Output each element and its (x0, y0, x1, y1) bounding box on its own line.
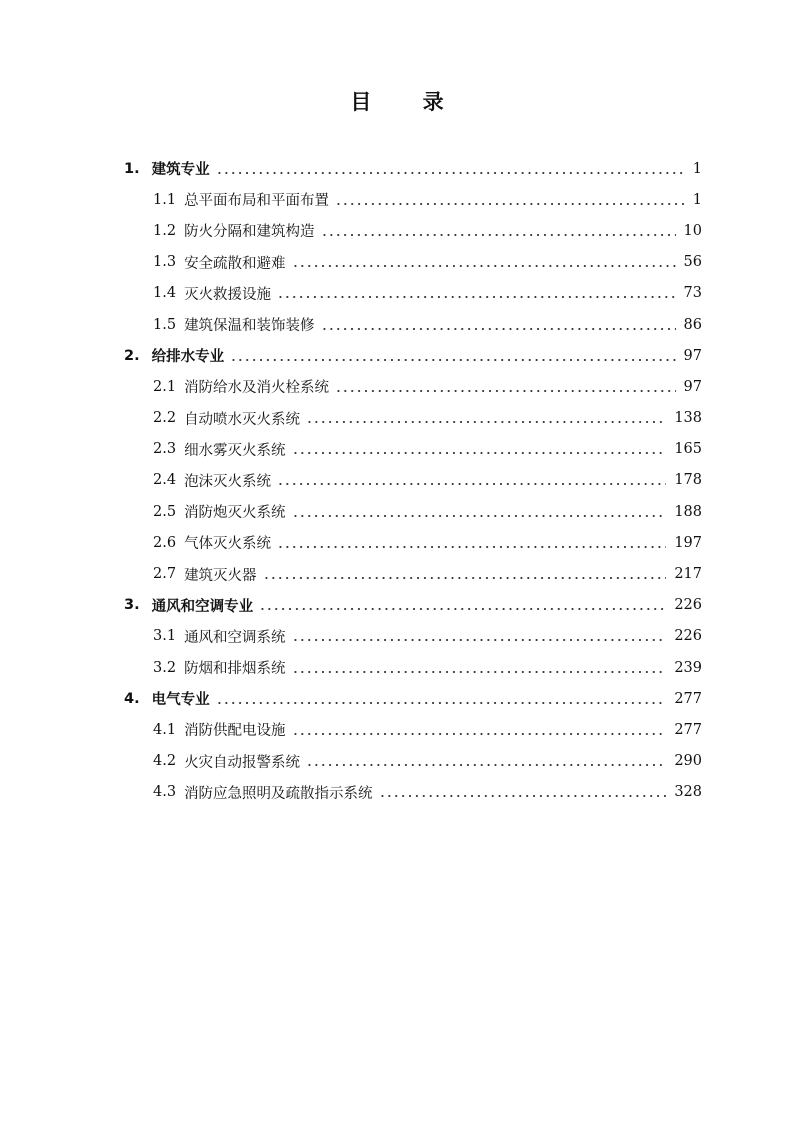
toc-page-number: 328 (674, 784, 702, 801)
toc-section-entry[interactable] (0, 340, 794, 371)
toc-page-number: 197 (674, 534, 702, 551)
dot-leader (292, 442, 667, 456)
dot-leader (292, 723, 667, 737)
toc-subsection-entry[interactable] (0, 278, 794, 309)
toc-page-number: 277 (674, 690, 702, 707)
dot-leader (335, 380, 675, 394)
toc-subsection-entry[interactable] (0, 777, 794, 808)
toc-entry-label: 通风和空调系统 (184, 629, 286, 646)
toc-subsection-entry[interactable] (0, 215, 794, 246)
toc-section-entry[interactable] (0, 683, 794, 714)
table-of-contents (0, 153, 794, 808)
toc-entry-label: 火灾自动报警系统 (184, 754, 301, 771)
toc-entry-label: 给排水专业 (151, 349, 225, 366)
toc-section-entry[interactable] (0, 153, 794, 184)
toc-subsection-entry[interactable] (0, 714, 794, 745)
toc-entry-label: 安全疏散和避难 (184, 255, 286, 272)
toc-subsection-entry[interactable] (0, 652, 794, 683)
toc-entry-label: 建筑灭火器 (184, 567, 257, 584)
toc-entry-label: 灭火救援设施 (184, 286, 272, 303)
toc-entry-number: 4. (124, 690, 140, 707)
toc-page-number: 56 (683, 254, 702, 271)
dot-leader (306, 754, 666, 768)
toc-entry-number: 2.1 (153, 378, 177, 395)
toc-page-number: 97 (683, 347, 702, 364)
toc-entry-label: 消防炮灭火系统 (184, 505, 286, 522)
toc-entry-label: 消防供配电设施 (184, 723, 286, 740)
toc-entry-label: 建筑保温和装饰装修 (184, 318, 315, 335)
toc-entry-number: 3.1 (153, 628, 177, 645)
dot-leader (277, 473, 666, 487)
toc-entry-number: 3.2 (153, 659, 177, 676)
toc-entry-label: 总平面布局和平面布置 (184, 193, 330, 210)
dot-leader (379, 785, 667, 799)
dot-leader (321, 224, 676, 238)
dot-leader (230, 349, 675, 363)
toc-page-number: 217 (674, 566, 702, 583)
toc-page-number: 1 (692, 160, 702, 177)
toc-subsection-entry[interactable] (0, 621, 794, 652)
toc-entry-label: 防烟和排烟系统 (184, 661, 286, 678)
toc-page-number: 178 (674, 472, 702, 489)
toc-entry-label: 建筑专业 (151, 162, 210, 179)
toc-page-number: 277 (674, 721, 702, 738)
toc-entry-number: 1.3 (153, 254, 177, 271)
toc-entry-number: 2.2 (153, 410, 177, 427)
dot-leader (216, 162, 685, 176)
toc-page-number: 1 (692, 191, 702, 208)
toc-entry-number: 1.2 (153, 222, 177, 239)
toc-subsection-entry[interactable] (0, 247, 794, 278)
toc-entry-number: 4.2 (153, 753, 177, 770)
toc-page-number: 86 (683, 316, 702, 333)
toc-entry-label: 消防给水及消火栓系统 (184, 380, 330, 397)
toc-page-number: 226 (674, 597, 702, 614)
dot-leader (259, 598, 666, 612)
toc-entry-number: 4.1 (153, 721, 177, 738)
toc-page-number: 10 (683, 222, 702, 239)
toc-subsection-entry[interactable] (0, 527, 794, 558)
toc-entry-number: 2.7 (153, 566, 177, 583)
toc-entry-number: 1.4 (153, 285, 177, 302)
toc-entry-label: 气体灭火系统 (184, 536, 272, 553)
dot-leader (306, 411, 666, 425)
toc-subsection-entry[interactable] (0, 558, 794, 589)
toc-subsection-entry[interactable] (0, 465, 794, 496)
toc-subsection-entry[interactable] (0, 746, 794, 777)
toc-entry-number: 1.1 (153, 191, 177, 208)
dot-leader (292, 661, 667, 675)
toc-subsection-entry[interactable] (0, 371, 794, 402)
toc-entry-number: 2.4 (153, 472, 177, 489)
toc-entry-number: 3. (124, 597, 140, 614)
toc-entry-label: 电气专业 (151, 692, 210, 709)
toc-entry-label: 通风和空调专业 (151, 598, 254, 615)
toc-page-number: 73 (683, 285, 702, 302)
toc-entry-number: 2. (124, 347, 140, 364)
toc-page-number: 226 (674, 628, 702, 645)
toc-entry-label: 细水雾灭火系统 (184, 442, 286, 459)
toc-entry-label: 自动喷水灭火系统 (184, 411, 301, 428)
toc-entry-label: 消防应急照明及疏散指示系统 (184, 785, 373, 802)
dot-leader (335, 193, 685, 207)
toc-subsection-entry[interactable] (0, 496, 794, 527)
toc-entry-number: 4.3 (153, 784, 177, 801)
toc-entry-label: 防火分隔和建筑构造 (184, 224, 315, 241)
toc-page-number: 290 (674, 753, 702, 770)
toc-entry-number: 2.5 (153, 503, 177, 520)
page-title: 目 录 (350, 90, 466, 114)
toc-page-number: 188 (674, 503, 702, 520)
toc-entry-label: 泡沫灭火系统 (184, 473, 272, 490)
dot-leader (277, 286, 675, 300)
toc-entry-number: 1. (124, 160, 140, 177)
dot-leader (292, 255, 676, 269)
dot-leader (263, 567, 667, 581)
toc-subsection-entry[interactable] (0, 309, 794, 340)
toc-subsection-entry[interactable] (0, 403, 794, 434)
toc-page-number: 165 (674, 441, 702, 458)
toc-page-number: 138 (674, 410, 702, 427)
dot-leader (277, 536, 666, 550)
toc-subsection-entry[interactable] (0, 434, 794, 465)
toc-entry-number: 1.5 (153, 316, 177, 333)
toc-page-number: 97 (683, 378, 702, 395)
toc-section-entry[interactable] (0, 590, 794, 621)
dot-leader (292, 505, 667, 519)
toc-entry-number: 2.3 (153, 441, 177, 458)
dot-leader (321, 318, 676, 332)
dot-leader (216, 692, 667, 706)
toc-subsection-entry[interactable] (0, 184, 794, 215)
toc-entry-number: 2.6 (153, 534, 177, 551)
dot-leader (292, 629, 667, 643)
toc-page-number: 239 (674, 659, 702, 676)
